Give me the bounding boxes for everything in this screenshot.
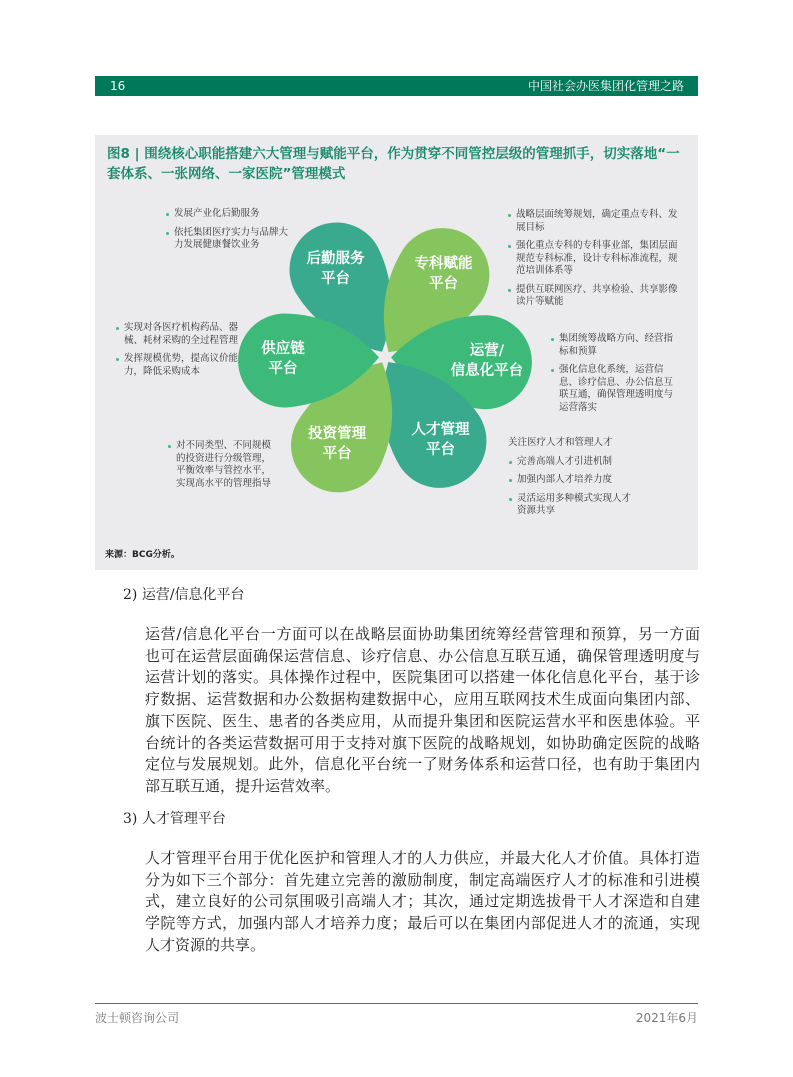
note-item: 发展产业化后勤服务: [165, 208, 295, 221]
footer-company: 波士顿咨询公司: [95, 1011, 180, 1025]
note-item: 依托集团医疗实力与品牌大力发展健康餐饮业务: [165, 227, 295, 252]
paragraph-line: 旗下医院、医生、患者的各类应用，从而提升集团和医院运营水平和医患体验。平: [145, 711, 700, 730]
paragraph-line: 定位与发展规划。此外，信息化平台统一了财务体系和运营口径，也有助于集团内: [145, 755, 700, 774]
paragraph-line: 人才资源的共享。: [145, 935, 266, 954]
page-header: [95, 76, 698, 96]
platform-label-line: 后勤服务: [306, 250, 365, 267]
note-item: 集团统筹战略方向、经营指标和预算: [550, 333, 680, 358]
note-item: 强化重点专科的专科事业部，集团层面规范专科标准，设计专科标准流程，规范培训体系等: [507, 240, 679, 278]
notes-supply-chain: [115, 322, 243, 384]
footer-date: 2021年6月: [635, 1011, 698, 1025]
notes-specialty: [507, 209, 679, 315]
paragraph-line: 式，建立良好的公司氛围吸引高端人才；其次，通过定期选拔骨干人才深造和自建: [145, 892, 700, 911]
note-item: 发挥规模优势，提高议价能力，降低采购成本: [115, 353, 243, 378]
platform-label-line: 信息化平台: [450, 363, 524, 380]
note-item: 战略层面统筹规划，确定重点专科、发展目标: [507, 209, 679, 234]
platform-label-talent: [386, 420, 496, 460]
platform-label-specialty: [389, 254, 499, 294]
footer-divider: [95, 1003, 698, 1004]
note-item: 灵活运用多种模式实现人才资源共享: [508, 493, 638, 518]
platform-label-line: 平台: [426, 441, 456, 458]
platform-label-line: 平台: [429, 276, 458, 293]
paragraph-line: 运营计划的落实。具体操作过程中，医院集团可以搭建一体化信息化平台，基于诊: [145, 668, 700, 687]
paragraph-line: 运营/信息化平台一方面可以在战略层面协助集团统筹经营管理和预算，另一方面: [145, 625, 700, 643]
platform-label-logistics: [281, 249, 391, 289]
paragraph-line: 分为如下三个部分：首先建立完善的激励制度，制定高端医疗人才的标准和引进模: [145, 870, 700, 889]
platform-label-line: 平台: [321, 270, 351, 287]
note-item: 对不同类型、不同规模的投资进行分级管理，平衡效率与管控水平，实现高水平的管理指导: [167, 440, 277, 490]
figure-8: [95, 135, 698, 570]
platform-label-operations: [432, 341, 542, 381]
platform-label-line: 平台: [268, 361, 298, 378]
note-item: 提供互联网医疗、共享检验、共享影像读片等赋能: [507, 284, 679, 309]
page-number: 16: [110, 79, 126, 93]
section-paragraph: [145, 624, 700, 798]
paragraph-line: 人才管理平台用于优化医护和管理人才的人力供应，并最大化人才价值。具体打造: [145, 849, 700, 867]
paragraph-line: 学院等方式，加强内部人才培养力度；最后可以在集团内部促进人才的流通，实现: [145, 914, 700, 933]
platform-label-supply-chain: [228, 339, 338, 379]
section-heading: 3) 人才管理平台: [123, 811, 226, 827]
paragraph-line: 也可在运营层面确保运营信息、诊疗信息、办公信息互联互通，确保管理透明度与: [145, 646, 700, 665]
paragraph-line: 疗数据、运营数据和办公数据构建数据中心，应用互联网技术生成面向集团内部、: [145, 690, 700, 709]
figure-title: 图8 | 围绕核心职能搭建六大管理与赋能平台，作为贯穿不同管控层级的管理抓手，切实落地“一套体系、一张网络、一家医院”管理模式: [107, 146, 680, 182]
platform-label-line: 运营/: [469, 343, 504, 360]
notes-logistics: [165, 208, 295, 258]
figure-source: 来源：BCG分析。: [105, 550, 180, 560]
platform-label-line: 专科赋能: [414, 256, 473, 273]
note-item: 完善高端人才引进机制: [508, 456, 638, 469]
platform-label-line: 人才管理: [411, 421, 470, 438]
note-item: 强化信息化系统，运营信息、诊疗信息、办公信息互联互通，确保管理透明度与运营落实: [550, 364, 680, 414]
notes-investment: [167, 440, 277, 496]
note-item: 实现对各医疗机构药品、器械、耗材采购的全过程管理: [115, 322, 243, 347]
section-paragraph: [145, 848, 700, 957]
platform-label-investment: [282, 424, 392, 464]
section-heading: 2) 运营/信息化平台: [123, 587, 245, 603]
paragraph-line: 部互联互通，提升运营效率。: [145, 776, 341, 795]
platform-label-line: 供应链: [261, 341, 305, 358]
book-title: 中国社会办医集团化管理之路: [527, 79, 684, 93]
platform-label-line: 平台: [322, 446, 352, 463]
note-intro: 关注医疗人才和管理人才: [508, 437, 613, 448]
platform-label-line: 投资管理: [308, 426, 367, 443]
note-item: 加强内部人才培养力度: [508, 474, 638, 487]
notes-operations: [550, 333, 680, 420]
notes-talent: [508, 437, 638, 524]
paragraph-line: 台统计的各类运营数据可用于支持对旗下医院的战略规划，如协助确定医院的战略: [145, 733, 700, 752]
